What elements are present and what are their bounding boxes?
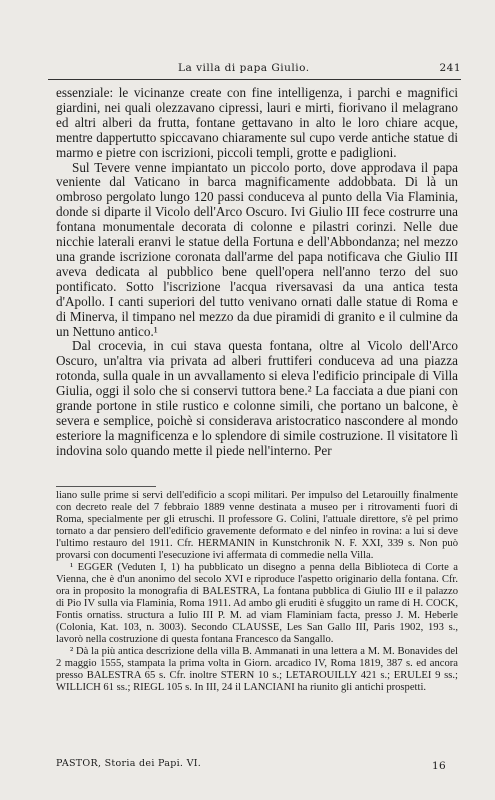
footnotes xyxy=(56,490,458,694)
page-number: 241 xyxy=(439,62,461,74)
footnote: liano sulle prime si servì dell'edificio a scopi militari. Per impulso del Letarouilly finalmente con decreto reale del 7 febbraio 1889 venne destinata a museo per i ritrovamenti fuori di Roma, specialmente per gli etruschi. Il professore G. Colini, l'attuale direttore, s'è pel primo tornato a dar pensiero dell'edificio gravemente deformato e del ninfeo in rovina: a lui si deve l'ultimo restauro del 1911. Cfr. HERMANIN in Kunstchronik N. F. XXI, 339 s. Non può provarsi con documenti l'esecuzione ivi affermata di commedie nella Villa. xyxy=(56,490,458,561)
header-rule xyxy=(48,79,461,80)
footer-source: PASTOR, Storia dei Papi. VI. xyxy=(56,758,202,769)
running-title: La villa di papa Giulio. xyxy=(178,62,310,74)
running-header xyxy=(48,62,461,78)
footnote: ¹ EGGER (Veduten I, 1) ha pubblicato un disegno a penna della Biblioteca di Corte a Vienna, che è d'un anonimo del secolo XVI e riproduce l'aspetto originario della fontana. Cfr. ora in proposito la monografia di BALESTRA, La fontana pubblica di Giulio III e il palazzo di Pio IV sulla via Flaminia, Roma 1911. Ad ambo gli eruditi è sfuggito un rame di H. COCK, Fontis ornatiss. structura a Iulio III P. M. ad viam Flaminiam facta, presso J. M. Heberle (Colonia, Kat. 103, n. 3003). Secondo CLAUSSE, Les San Gallo III, Paris 1902, 193 s., lavorò nella costruzione di questa fontana Francesco da Sangallo. xyxy=(56,562,458,645)
signature-mark: 16 xyxy=(432,760,446,772)
main-text xyxy=(56,86,458,459)
paragraph: essenziale: le vicinanze create con fine intelligenza, i parchi e magnifici giardini, nei quali olezzavano cipressi, lauri e mirti, fiorivano il melagrano ed altri alberi da frutta, fontane gettavano in alto le loro chiare acque, mentre dappertutto spiccavano chiaramente sul cupo verde antiche statue di marmo e pietre con iscrizioni, piccoli templi, grotte e padiglioni. xyxy=(56,85,458,160)
paragraph: Sul Tevere venne impiantato un piccolo porto, dove approdava il papa veniente dal Vaticano in barca magnificamente addobbata. Di là un ombroso pergolato lungo 120 passi conduceva al punto della Via Flaminia, donde si diparte il Vicolo dell'Arco Oscuro. Ivi Giulio III fece costrurre una fontana monumentale decorata di colonne e pilastri corinzi. Nelle due nicchie laterali eranvi le statue della Fortuna e dell'Abbondanza; nel mezzo una grande iscrizione coronata dall'arme del papa notificava che Giulio III aveva dedicata al pubblico bene quell'opera nell'anno terzo del suo pontificato. Sotto l'iscrizione l'acqua riversavasi da una antica testa d'Apollo. I canti superiori del tutto venivano ornati dalle statue di Roma e di Minerva, il timpano nel mezzo da due piramidi di granito e il culmine da un Nettuno antico.¹ xyxy=(56,159,458,339)
footnote: ² Dà la più antica descrizione della villa B. Ammanati in una lettera a M. M. Bonavides del 2 maggio 1555, stampata la prima volta in Giorn. arcadico IV, Roma 1819, 387 s. ed ancora presso BALESTRA 65 s. Cfr. inoltre STERN 10 s.; LETAROUILLY 421 s.; ERULEI 9 ss.; WILLICH 61 ss.; RIEGL 105 s. In III, 24 il LANCIANI ha riunito gli antichi prospetti. xyxy=(56,646,458,693)
page-footer xyxy=(56,758,458,772)
paragraph: Dal crocevia, in cui stava questa fontana, oltre al Vicolo dell'Arco Oscuro, un'altra via privata ad alberi fruttiferi conduceva ad una piazza rotonda, sulla quale in un avvallamento si eleva l'edificio principale di Villa Giulia, oggi il solo che si conservi tuttora bene.² La facciata a due piani con grande portone in stile rustico e colonne simili, che portano un balcone, è severa e semplice, poichè si considerava aristocratico nascondere al mondo esteriore la magnificenza e lo splendore di simile costruzione. Il visitatore lì indovina solo quando mette il piede nell'interno. Per xyxy=(56,338,458,458)
footnote-separator xyxy=(56,486,156,487)
